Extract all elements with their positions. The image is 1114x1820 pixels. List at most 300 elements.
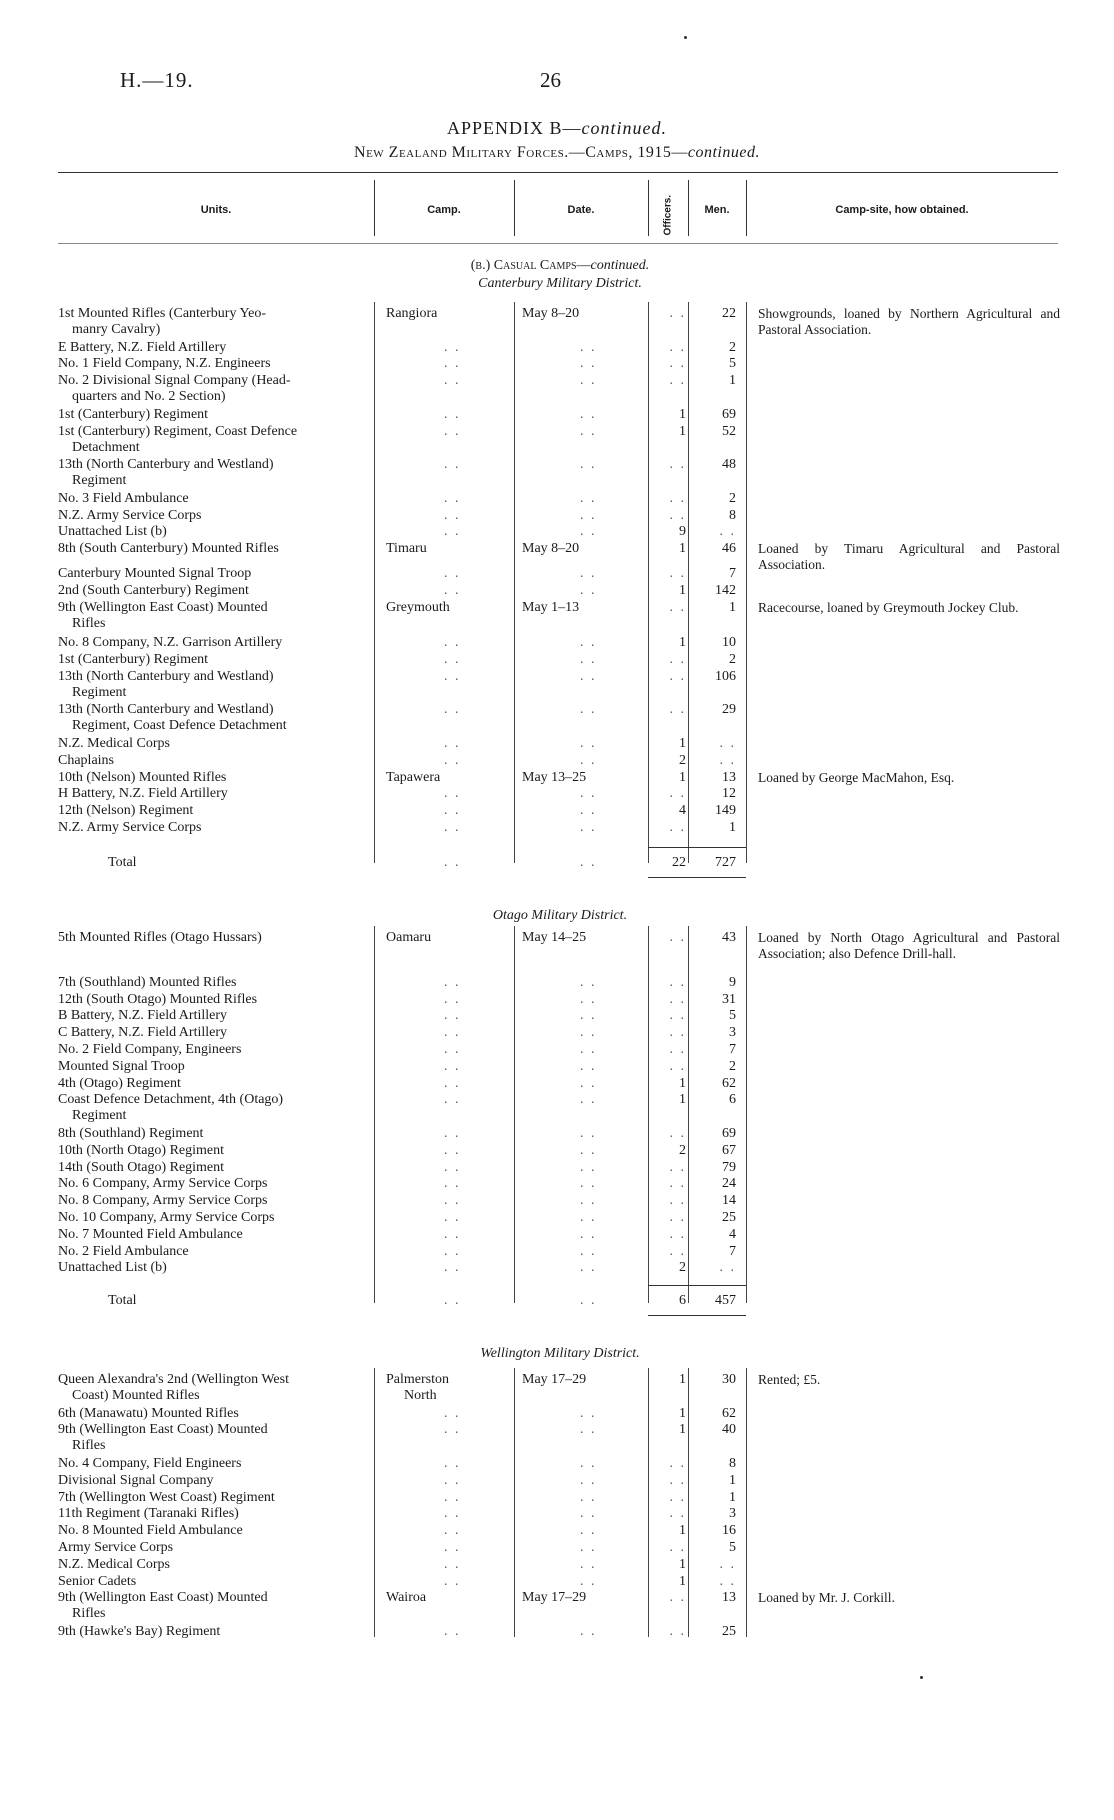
unit-name: 1st (Canterbury) Regiment, Coast Defence Detachment	[58, 423, 298, 455]
men-count: 5	[729, 356, 736, 372]
camp-name: . .	[444, 1210, 461, 1225]
camp-date: . .	[580, 1556, 597, 1572]
district-title: Canterbury Military District.	[478, 276, 642, 291]
camp-name: . .	[444, 1489, 461, 1505]
men-count: 5	[729, 1540, 736, 1555]
officers-count: 2	[679, 752, 686, 768]
camp-name: . .	[444, 423, 461, 439]
camp-date: . .	[580, 1243, 597, 1259]
men-count: 5	[729, 1008, 736, 1024]
column-rule	[514, 926, 515, 1303]
men-count: 142	[715, 582, 736, 598]
camp-date: . .	[580, 1405, 597, 1421]
table-title: New Zealand Military Forces.—Camps, 1915—continued.	[354, 144, 760, 161]
officers-count: 1	[679, 406, 686, 422]
header-divider	[648, 180, 649, 236]
camp-date: . .	[580, 490, 597, 506]
camp-name: . .	[444, 736, 461, 751]
unit-name: 13th (North Canterbury and Westland) Regiment	[58, 457, 274, 489]
camp-date: . .	[580, 1260, 597, 1276]
column-rule	[374, 1368, 375, 1637]
unit-name: Mounted Signal Troop	[58, 1058, 185, 1074]
camp-name: Rangiora	[386, 306, 438, 321]
header-top-rule	[58, 172, 1058, 173]
camp-date: . .	[580, 339, 597, 355]
camp-site: Loaned by Mr. J. Corkill.	[758, 1590, 895, 1606]
camp-date: . .	[580, 1075, 597, 1091]
men-count: . .	[719, 1573, 736, 1589]
column-rule	[688, 302, 689, 863]
unit-name: N.Z. Army Service Corps	[58, 820, 202, 835]
officers-count: 1	[679, 541, 686, 557]
unit-name: No. 4 Company, Field Engineers	[58, 1456, 242, 1471]
unit-name: No. 8 Company, Army Service Corps	[58, 1193, 268, 1209]
officers-count: . .	[669, 1058, 686, 1074]
officers-count: . .	[669, 490, 686, 506]
unit-name: Unattached List (b)	[58, 1260, 167, 1276]
officers-count: . .	[669, 1126, 686, 1141]
men-count: 10	[722, 635, 736, 651]
officers-count: . .	[669, 1590, 686, 1606]
column-rule	[746, 302, 747, 863]
camp-name: . .	[444, 803, 461, 819]
column-rule	[688, 1368, 689, 1637]
unit-name: Coast Defence Detachment, 4th (Otago) Regiment	[58, 1092, 284, 1124]
column-rule	[648, 926, 649, 1303]
camp-name: . .	[444, 1042, 461, 1057]
officers-count: 1	[679, 1573, 686, 1589]
camp-name: . .	[444, 406, 461, 422]
men-count: 7	[729, 566, 736, 581]
camp-name: . .	[444, 652, 461, 667]
total-box-top	[648, 1285, 746, 1286]
officers-count: . .	[669, 668, 686, 684]
column-rule	[374, 926, 375, 1303]
unit-name: 7th (Wellington West Coast) Regiment	[58, 1489, 275, 1505]
men-count: 13	[722, 769, 736, 785]
camp-date: . .	[580, 652, 597, 667]
officers-count: 1	[679, 635, 686, 651]
camp-date: . .	[580, 1573, 597, 1589]
total-box-top	[648, 847, 746, 848]
unit-name: 7th (Southland) Mounted Rifles	[58, 974, 237, 990]
unit-name: B Battery, N.Z. Field Artillery	[58, 1008, 228, 1024]
camp-date: . .	[580, 803, 597, 819]
men-count: 69	[722, 1126, 736, 1141]
men-count: 1	[729, 820, 736, 835]
camp-date: . .	[580, 668, 597, 684]
camp-site: Racecourse, loaned by Greymouth Jockey Club.	[758, 599, 1019, 615]
men-count: . .	[719, 1556, 736, 1572]
officers-count: . .	[669, 1243, 686, 1259]
camp-date: . .	[580, 1523, 597, 1539]
officers-count: . .	[669, 507, 686, 523]
unit-name: Unattached List (b)	[58, 524, 167, 540]
camp-date: . .	[580, 507, 597, 523]
camp-name: Timaru	[386, 541, 427, 557]
officers-count: . .	[669, 1624, 686, 1639]
camp-name: . .	[444, 1405, 461, 1421]
men-count: 7	[729, 1243, 736, 1259]
unit-name: No. 2 Field Ambulance	[58, 1243, 189, 1259]
men-count: 4	[729, 1226, 736, 1242]
officers-count: . .	[669, 1008, 686, 1024]
unit-name: 9th (Wellington East Coast) Mounted Rifles	[58, 1590, 268, 1622]
camp-name: . .	[444, 991, 461, 1007]
camp-name: . .	[444, 1523, 461, 1539]
unit-name: No. 2 Field Company, Engineers	[58, 1042, 242, 1057]
officers-count: . .	[669, 566, 686, 581]
men-count: 2	[729, 1058, 736, 1074]
men-count: 106	[715, 668, 736, 684]
camp-name: . .	[444, 752, 461, 768]
men-count: 16	[722, 1523, 736, 1539]
men-count: . .	[719, 752, 736, 768]
camp-name: . .	[444, 1472, 461, 1488]
camp-name: . .	[444, 1025, 461, 1041]
men-count: 1	[729, 1472, 736, 1488]
men-count: 69	[722, 406, 736, 422]
header-bottom-rule	[58, 243, 1058, 244]
officers-count: 1	[679, 1092, 686, 1108]
camp-name: . .	[444, 1456, 461, 1471]
men-count: 30	[722, 1372, 736, 1387]
officers-count: . .	[669, 702, 686, 718]
officers-count: . .	[669, 1042, 686, 1057]
section-title: (b.) Casual Camps—continued.	[470, 258, 650, 273]
appendix-title: APPENDIX B—continued.	[447, 118, 667, 138]
unit-name: 8th (South Canterbury) Mounted Rifles	[58, 541, 279, 557]
camp-name: . .	[444, 1008, 461, 1024]
officers-count: . .	[669, 1193, 686, 1209]
camp-date: . .	[580, 635, 597, 651]
men-count: 40	[722, 1422, 736, 1438]
officers-count: . .	[669, 1472, 686, 1488]
officers-count: . .	[669, 991, 686, 1007]
officers-count: . .	[669, 1025, 686, 1041]
column-rule	[514, 302, 515, 863]
unit-name: 4th (Otago) Regiment	[58, 1075, 181, 1091]
officers-total: 22	[672, 854, 686, 870]
unit-name: 12th (South Otago) Mounted Rifles	[58, 991, 258, 1007]
camp-site: Loaned by North Otago Agricultural and Pastoral Association; also Defence Drill-hall.	[758, 930, 1060, 961]
officers-count: . .	[669, 1159, 686, 1175]
camp-site: Showgrounds, loaned by Northern Agricultural and Pastoral Association.	[758, 306, 1060, 337]
camp-date: . .	[580, 1092, 597, 1108]
camp-name: . .	[444, 1226, 461, 1242]
camp-date: . .	[580, 373, 597, 389]
camp-name: . .	[444, 582, 461, 598]
men-count: 46	[722, 541, 736, 557]
camp-date: May 17–29	[522, 1590, 587, 1606]
camp-name: . .	[444, 566, 461, 581]
camp-name: . .	[444, 1193, 461, 1209]
officers-count: . .	[669, 930, 686, 945]
officers-count: . .	[669, 652, 686, 667]
camp-name: . .	[444, 1159, 461, 1175]
camp-site: Loaned by Timaru Agricultural and Pastoral Association.	[758, 541, 1060, 573]
men-count: 43	[722, 930, 736, 945]
men-count: 24	[722, 1176, 736, 1192]
officers-total: 6	[679, 1293, 686, 1309]
unit-name: 1st Mounted Rifles (Canterbury Yeo- manry Cavalry)	[58, 306, 267, 337]
page-mark	[920, 1676, 923, 1679]
officers-count: . .	[669, 373, 686, 389]
men-count: . .	[719, 1260, 736, 1276]
unit-name: 2nd (South Canterbury) Regiment	[58, 582, 249, 598]
camp-date: May 8–20	[522, 306, 580, 321]
officers-count: 2	[679, 1142, 686, 1158]
camp-name: . .	[444, 786, 461, 802]
unit-name: 10th (Nelson) Mounted Rifles	[58, 769, 227, 785]
officers-count: 4	[679, 803, 686, 819]
camp-name: . .	[444, 1540, 461, 1555]
camp-date: . .	[580, 582, 597, 598]
men-count: 22	[722, 306, 736, 321]
camp-name: . .	[444, 854, 461, 870]
camp-name: Greymouth	[386, 599, 450, 615]
camp-date: . .	[580, 1472, 597, 1488]
men-count: 67	[722, 1142, 736, 1158]
column-rule	[648, 1368, 649, 1637]
men-count: 7	[729, 1042, 736, 1057]
men-count: . .	[719, 524, 736, 540]
officers-count: 1	[679, 1372, 686, 1387]
unit-name: No. 2 Divisional Signal Company (Head- quarters and No. 2 Section)	[58, 373, 291, 405]
officers-count: 2	[679, 1260, 686, 1276]
camp-date: . .	[580, 736, 597, 751]
camp-name: . .	[444, 490, 461, 506]
page-mark	[684, 36, 687, 39]
men-count: 62	[722, 1075, 736, 1091]
camp-name: . .	[444, 1176, 461, 1192]
men-count: 3	[729, 1506, 736, 1522]
officers-count: . .	[669, 1176, 686, 1192]
camp-name: Palmerston North	[386, 1372, 449, 1403]
column-rule	[648, 302, 649, 863]
camp-date: . .	[580, 854, 597, 870]
officers-count: 1	[679, 1405, 686, 1421]
men-count: 31	[722, 991, 736, 1007]
unit-name: No. 10 Company, Army Service Corps	[58, 1210, 275, 1225]
unit-name: C Battery, N.Z. Field Artillery	[58, 1025, 228, 1041]
camp-name: . .	[444, 1556, 461, 1572]
unit-name: 10th (North Otago) Regiment	[58, 1142, 225, 1158]
officers-count: 1	[679, 769, 686, 785]
officers-count: 1	[679, 1556, 686, 1572]
camp-site: Loaned by George MacMahon, Esq.	[758, 769, 955, 785]
camp-name: . .	[444, 1075, 461, 1091]
camp-date: May 1–13	[522, 599, 580, 615]
men-count: 2	[729, 490, 736, 506]
men-count: 1	[729, 373, 736, 389]
camp-date: . .	[580, 1226, 597, 1242]
column-rule	[746, 926, 747, 1303]
officers-count: 1	[679, 582, 686, 598]
camp-date: . .	[580, 1489, 597, 1505]
camp-date: . .	[580, 1506, 597, 1522]
unit-name: 9th (Wellington East Coast) Mounted Rifles	[58, 1422, 268, 1454]
camp-date: . .	[580, 356, 597, 372]
camp-name: . .	[444, 1126, 461, 1141]
column-header-units: Units.	[200, 204, 232, 216]
camp-name: . .	[444, 668, 461, 684]
camp-name: . .	[444, 524, 461, 540]
camp-date: . .	[580, 423, 597, 439]
camp-date: . .	[580, 1176, 597, 1192]
unit-name: No. 3 Field Ambulance	[58, 490, 189, 506]
officers-count: . .	[669, 1210, 686, 1225]
unit-name: 1st (Canterbury) Regiment	[58, 406, 209, 422]
men-total: 727	[715, 854, 736, 870]
camp-name: . .	[444, 1092, 461, 1108]
men-count: 62	[722, 1405, 736, 1421]
camp-date: May 14–25	[522, 930, 587, 945]
camp-name: . .	[444, 1058, 461, 1074]
total-label: Total	[108, 854, 137, 870]
camp-date: . .	[580, 1142, 597, 1158]
unit-name: 12th (Nelson) Regiment	[58, 803, 194, 819]
men-count: 25	[722, 1624, 736, 1639]
men-count: 29	[722, 702, 736, 718]
men-count: 52	[722, 423, 736, 439]
men-count: 1	[729, 599, 736, 615]
camp-date: . .	[580, 1456, 597, 1471]
officers-count: . .	[669, 1456, 686, 1471]
column-rule	[374, 302, 375, 863]
men-count: 2	[729, 652, 736, 667]
unit-name: 1st (Canterbury) Regiment	[58, 652, 209, 667]
unit-name: 5th Mounted Rifles (Otago Hussars)	[58, 930, 262, 945]
officers-count: . .	[669, 786, 686, 802]
men-count: 25	[722, 1210, 736, 1225]
camp-date: . .	[580, 974, 597, 990]
officers-count: 1	[679, 1422, 686, 1438]
column-header-men: Men.	[704, 204, 730, 216]
unit-name: 9th (Wellington East Coast) Mounted Rifles	[58, 599, 268, 631]
unit-name: H Battery, N.Z. Field Artillery	[58, 786, 228, 802]
unit-name: No. 8 Mounted Field Ambulance	[58, 1523, 243, 1539]
camp-name: . .	[444, 702, 461, 718]
camp-name: . .	[444, 373, 461, 389]
men-count: 3	[729, 1025, 736, 1041]
column-header-date: Date.	[567, 204, 595, 216]
unit-name: 14th (South Otago) Regiment	[58, 1159, 225, 1175]
unit-name: No. 6 Company, Army Service Corps	[58, 1176, 268, 1192]
camp-date: . .	[580, 1159, 597, 1175]
camp-site: Rented; £5.	[758, 1372, 821, 1387]
camp-name: . .	[444, 1624, 461, 1639]
camp-date: May 17–29	[522, 1372, 587, 1387]
men-count: 6	[729, 1092, 736, 1108]
men-count: 13	[722, 1590, 736, 1606]
men-count: . .	[719, 736, 736, 751]
camp-date: . .	[580, 1422, 597, 1438]
camp-date: . .	[580, 991, 597, 1007]
unit-name: 11th Regiment (Taranaki Rifles)	[58, 1506, 239, 1522]
camp-name: Wairoa	[386, 1590, 427, 1606]
camp-date: . .	[580, 1540, 597, 1555]
camp-name: . .	[444, 974, 461, 990]
camp-name: Tapawera	[386, 769, 441, 785]
camp-date: . .	[580, 1058, 597, 1074]
camp-name: . .	[444, 1243, 461, 1259]
men-count: 79	[722, 1159, 736, 1175]
camp-name: . .	[444, 635, 461, 651]
unit-name: Army Service Corps	[58, 1540, 174, 1555]
page-number: 26	[540, 68, 561, 92]
camp-date: . .	[580, 1210, 597, 1225]
men-count: 12	[722, 786, 736, 802]
officers-count: 1	[679, 1075, 686, 1091]
officers-count: . .	[669, 599, 686, 615]
officers-count: 9	[679, 524, 686, 540]
camp-date: . .	[580, 1624, 597, 1639]
men-count: 9	[729, 974, 736, 990]
camp-date: . .	[580, 566, 597, 581]
camp-name: . .	[444, 1506, 461, 1522]
column-header-officers: Officers.	[662, 194, 674, 236]
camp-date: . .	[580, 752, 597, 768]
men-count: 149	[715, 803, 736, 819]
column-header-site: Camp-site, how obtained.	[835, 204, 969, 216]
unit-name: N.Z. Army Service Corps	[58, 507, 202, 523]
camp-name: . .	[444, 820, 461, 835]
camp-date: May 13–25	[522, 769, 587, 785]
camp-date: . .	[580, 1042, 597, 1057]
officers-count: . .	[669, 356, 686, 372]
officers-count: . .	[669, 1489, 686, 1505]
officers-count: . .	[669, 1506, 686, 1522]
camp-name: . .	[444, 1293, 461, 1309]
total-box-bottom	[648, 877, 746, 878]
officers-count: . .	[669, 1540, 686, 1555]
camp-date: . .	[580, 524, 597, 540]
unit-name: Canterbury Mounted Signal Troop	[58, 566, 252, 581]
unit-name: N.Z. Medical Corps	[58, 736, 170, 751]
officers-count: 1	[679, 423, 686, 439]
unit-name: 9th (Hawke's Bay) Regiment	[58, 1624, 221, 1639]
column-header-camp: Camp.	[427, 204, 461, 216]
unit-name: 13th (North Canterbury and Westland) Regiment	[58, 668, 274, 700]
total-box-bottom	[648, 1315, 746, 1316]
camp-name: . .	[444, 1142, 461, 1158]
column-rule	[514, 1368, 515, 1637]
camp-date: . .	[580, 1126, 597, 1141]
unit-name: 6th (Manawatu) Mounted Rifles	[58, 1405, 239, 1421]
unit-name: 13th (North Canterbury and Westland) Regiment, Coast Defence Detachment	[58, 702, 287, 734]
unit-name: Queen Alexandra's 2nd (Wellington West Coast) Mounted Rifles	[58, 1372, 289, 1403]
officers-count: . .	[669, 974, 686, 990]
men-count: 2	[729, 339, 736, 355]
men-total: 457	[715, 1293, 736, 1309]
camp-date: . .	[580, 1025, 597, 1041]
camp-date: . .	[580, 702, 597, 718]
camp-name: . .	[444, 457, 461, 473]
unit-name: No. 8 Company, N.Z. Garrison Artillery	[58, 635, 283, 651]
men-count: 1	[729, 1489, 736, 1505]
document-reference: H.—19.	[120, 68, 194, 92]
unit-name: No. 1 Field Company, N.Z. Engineers	[58, 356, 271, 372]
camp-name: . .	[444, 339, 461, 355]
total-label: Total	[108, 1293, 137, 1309]
camp-name: . .	[444, 356, 461, 372]
district-title: Wellington Military District.	[480, 1346, 640, 1361]
officers-count: . .	[669, 457, 686, 473]
unit-name: Chaplains	[58, 752, 114, 768]
column-rule	[746, 1368, 747, 1637]
camp-date: . .	[580, 1293, 597, 1309]
